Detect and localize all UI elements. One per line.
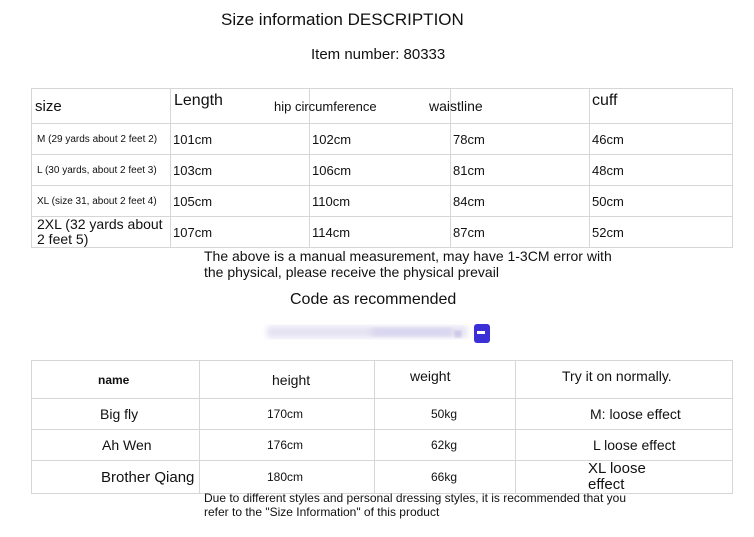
fit-cell: XL loose effect (516, 461, 733, 494)
header-cuff: cuff (590, 89, 733, 124)
fit-cell: M: loose effect (516, 399, 733, 430)
cuff-cell: 48cm (590, 155, 733, 186)
cuff-cell: 46cm (590, 124, 733, 155)
length-cell: 107cm (171, 217, 310, 248)
hip-cell: 114cm (310, 217, 451, 248)
blurred-image-strip (262, 320, 492, 346)
weight-cell: 62kg (375, 430, 516, 461)
hip-cell: 110cm (310, 186, 451, 217)
size-table-header (32, 89, 733, 124)
header-fit: Try it on normally. (516, 361, 733, 399)
height-cell: 180cm (200, 461, 375, 494)
size-cell: XL (size 31, about 2 feet 4) (32, 186, 171, 217)
table-row (32, 217, 733, 248)
table-row (32, 430, 733, 461)
height-cell: 176cm (200, 430, 375, 461)
table-row (32, 461, 733, 494)
section-title: Code as recommended (290, 291, 457, 308)
size-cell: M (29 yards about 2 feet 2) (32, 124, 171, 155)
header-height: height (200, 361, 375, 399)
length-cell: 105cm (171, 186, 310, 217)
size-table (31, 88, 733, 248)
name-cell: Ah Wen (32, 430, 200, 461)
header-weight: weight (375, 361, 516, 399)
waist-cell: 81cm (451, 155, 590, 186)
waist-cell: 87cm (451, 217, 590, 248)
hip-cell: 106cm (310, 155, 451, 186)
page-title: Size information DESCRIPTION (221, 10, 464, 29)
table-row (32, 155, 733, 186)
item-number: Item number: 80333 (311, 46, 446, 63)
waist-cell: 84cm (451, 186, 590, 217)
header-waist: waistline (451, 89, 590, 124)
fit-cell: L loose effect (516, 430, 733, 461)
measurement-note: The above is a manual measurement, may have 1-3CM error with the physical, please receive the physical prevail (204, 248, 612, 280)
size-cell: 2XL (32 yards about 2 feet 5) (32, 217, 171, 248)
header-hip: hip circumference (310, 89, 451, 124)
length-cell: 103cm (171, 155, 310, 186)
weight-cell: 66kg (375, 461, 516, 494)
cuff-cell: 52cm (590, 217, 733, 248)
header-length: Length (171, 89, 310, 124)
table-row (32, 186, 733, 217)
name-cell: Brother Qiang (32, 461, 200, 494)
weight-cell: 50kg (375, 399, 516, 430)
length-cell: 101cm (171, 124, 310, 155)
header-size: size (32, 89, 171, 124)
recommendation-table (31, 360, 733, 494)
waist-cell: 78cm (451, 124, 590, 155)
size-cell: L (30 yards, about 2 feet 3) (32, 155, 171, 186)
table-row (32, 124, 733, 155)
header-name: name (32, 361, 200, 399)
rec-table-header (32, 361, 733, 399)
hip-cell: 102cm (310, 124, 451, 155)
name-cell: Big fly (32, 399, 200, 430)
style-note: Due to different styles and personal dressing styles, it is recommended that you refer to the "Size Information" of this product (204, 491, 626, 519)
table-row (32, 399, 733, 430)
height-cell: 170cm (200, 399, 375, 430)
cuff-cell: 50cm (590, 186, 733, 217)
